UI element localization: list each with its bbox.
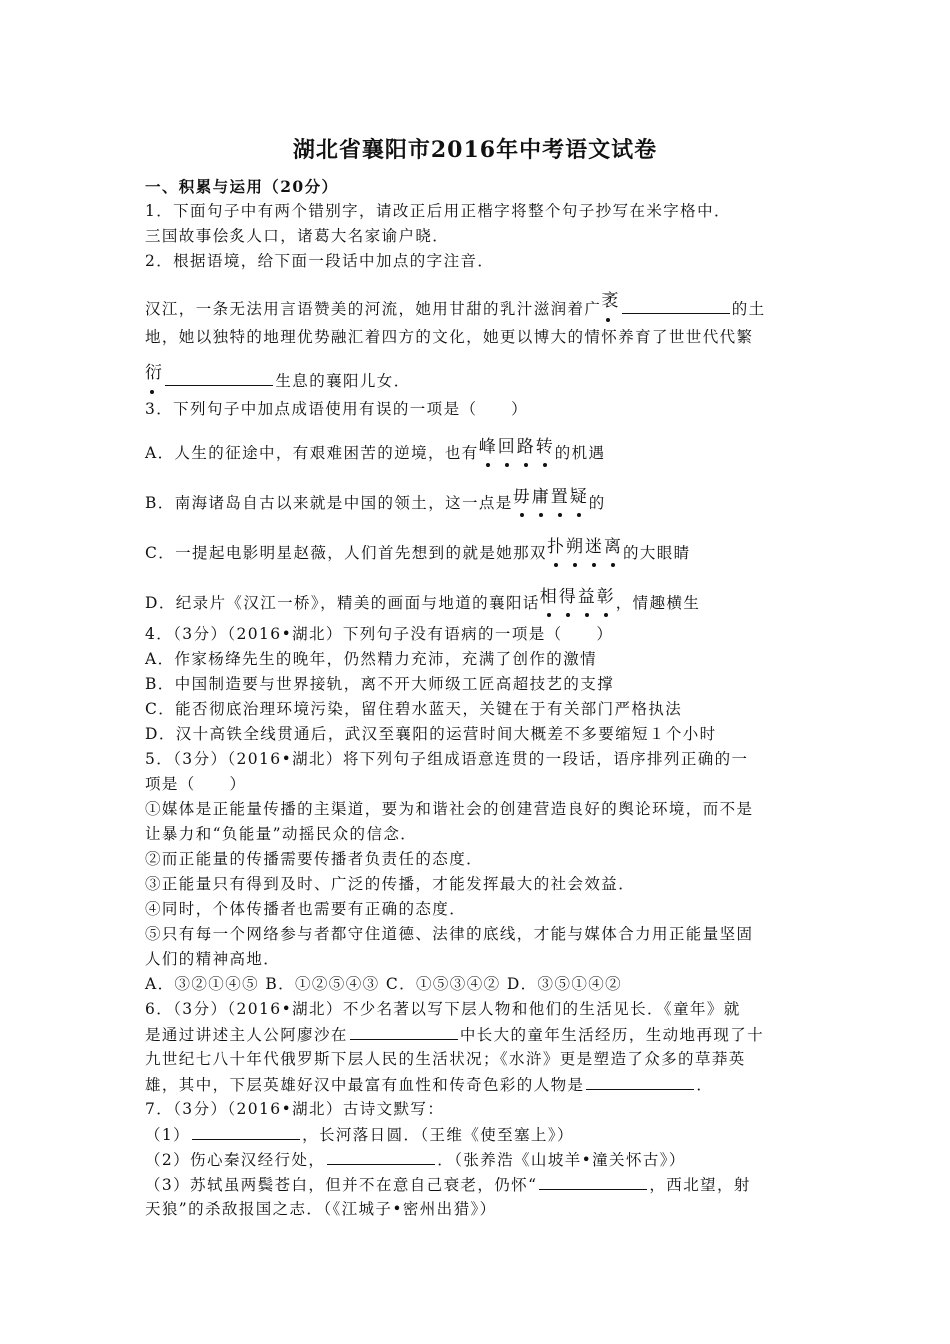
q4-option-a: A．作家杨绛先生的晚年，仍然精力充沛，充满了创作的激情 bbox=[145, 650, 597, 668]
q5-sentence-1a: ①媒体是正能量传播的主渠道，要为和谐社会的创建营造良好的舆论环境，而不是 bbox=[145, 800, 754, 818]
answer-blank-1[interactable] bbox=[622, 297, 730, 314]
q1-sentence: 三国故事侩炙人口，诸葛大名家谕户晓． bbox=[145, 227, 450, 245]
q6-line3: 九世纪七八十年代俄罗斯下层人民的生活状况；《水浒》更是塑造了众多的草莽英 bbox=[145, 1050, 746, 1068]
page-title: 湖北省襄阳市2016年中考语文试卷 bbox=[292, 137, 658, 163]
q7-part-3-cont: 天狼”的杀敌报国之志．（《江城子•密州出猎》） bbox=[145, 1200, 497, 1218]
q3-option-b: B．南海诸岛自古以来就是中国的领土，这一点是毋庸置疑的 bbox=[145, 487, 606, 512]
q5-sentence-5a: ⑤只有每一个网络参与者都守住道德、法律的底线，才能与媒体合力用正能量坚固 bbox=[145, 925, 754, 943]
answer-blank-2[interactable] bbox=[165, 369, 273, 386]
q4-option-b: B．中国制造要与世界接轨，离不开大师级工匠高超技艺的支撑 bbox=[145, 675, 615, 693]
q3-option-d: D．纪录片《汉江一桥》，精美的画面与地道的襄阳话相得益彰，情趣横生 bbox=[145, 587, 701, 612]
dotted-char-mao: 袤 bbox=[601, 290, 619, 312]
q7-part-1: （1） ，长河落日圆．（王维《使至塞上》） bbox=[145, 1123, 574, 1146]
q5-sentence-5b: 人们的精神高地． bbox=[145, 950, 281, 968]
idiom-a: 峰回路转 bbox=[478, 437, 555, 457]
q6-line1: 6．（3分）（2016•湖北）不少名著以写下层人物和他们的生活见长．《童年》就 bbox=[145, 1000, 741, 1018]
idiom-b: 毋庸置疑 bbox=[512, 487, 589, 507]
answer-blank-6[interactable] bbox=[327, 1148, 435, 1165]
q7-part-2: （2）伤心秦汉经行处， ．（张养浩《山坡羊•潼关怀古》） bbox=[145, 1148, 686, 1171]
q3-option-a: A．人生的征途中，有艰难困苦的逆境，也有峰回路转的机遇 bbox=[145, 437, 606, 462]
answer-blank-4[interactable] bbox=[586, 1073, 694, 1090]
q5-stem-1: 5．（3分）（2016•湖北）将下列句子组成语意连贯的一段话，语序排列正确的一 bbox=[145, 750, 749, 768]
q4-option-d: D．汉十高铁全线贯通后，武汉至襄阳的运营时间大概差不多要缩短１个小时 bbox=[145, 725, 717, 743]
q3-stem: 3．下列句子中加点成语使用有误的一项是（ ） bbox=[145, 400, 529, 418]
q5-sentence-4: ④同时，个体传播者也需要有正确的态度． bbox=[145, 900, 467, 918]
idiom-c: 扑朔迷离 bbox=[546, 537, 623, 557]
q2-stem: 2．根据语境，给下面一段话中加点的字注音． bbox=[145, 252, 495, 270]
q2-line1: 汉江，一条无法用言语赞美的河流，她用甘甜的乳汁滋润着广袤 的土 bbox=[145, 290, 766, 320]
q3-option-c: C．一提起电影明星赵薇，人们首先想到的就是她那双扑朔迷离的大眼睛 bbox=[145, 537, 691, 562]
q5-sentence-3: ③正能量只有得到及时、广泛的传播，才能发挥最大的社会效益． bbox=[145, 875, 636, 893]
section-heading: 一、积累与运用（20分） bbox=[145, 177, 339, 196]
q2-line3: 衍 生息的襄阳儿女． bbox=[145, 362, 411, 392]
q5-options: A．③②①④⑤ B．①②⑤④③ C．①⑤③④② D．③⑤①④② bbox=[145, 975, 623, 993]
answer-blank-7[interactable] bbox=[539, 1173, 647, 1190]
answer-blank-5[interactable] bbox=[192, 1123, 300, 1140]
answer-blank-3[interactable] bbox=[350, 1023, 458, 1040]
q4-option-c: C．能否彻底治理环境污染，留住碧水蓝天，关键在于有关部门严格执法 bbox=[145, 700, 683, 718]
q6-line2: 是通过讲述主人公阿廖沙在 中长大的童年生活经历，生动地再现了十 bbox=[145, 1023, 764, 1046]
q7-part-3: （3）苏轼虽两鬓苍白，但并不在意自己衰老，仍怀“ ，西北望，射 bbox=[145, 1173, 751, 1196]
idiom-d: 相得益彰 bbox=[539, 587, 616, 607]
dotted-char-yan: 衍 bbox=[145, 362, 163, 384]
q5-sentence-1b: 让暴力和“负能量”动摇民众的信念． bbox=[145, 825, 418, 843]
q4-stem: 4．（3分）（2016•湖北）下列句子没有语病的一项是（ ） bbox=[145, 625, 614, 643]
q2-line2: 地，她以独特的地理优势融汇着四方的文化，她更以博大的情怀养育了世世代代繁 bbox=[145, 328, 754, 346]
q7-stem: 7．（3分）（2016•湖北）古诗文默写： bbox=[145, 1100, 445, 1118]
q1-stem: 1．下面句子中有两个错别字，请改正后用正楷字将整个句子抄写在米字格中． bbox=[145, 202, 731, 220]
q5-sentence-2: ②而正能量的传播需要传播者负责任的态度． bbox=[145, 850, 484, 868]
q6-line4: 雄，其中，下层英雄好汉中最富有血性和传奇色彩的人物是 ． bbox=[145, 1073, 713, 1096]
q5-stem-2: 项是（ ） bbox=[145, 775, 247, 793]
